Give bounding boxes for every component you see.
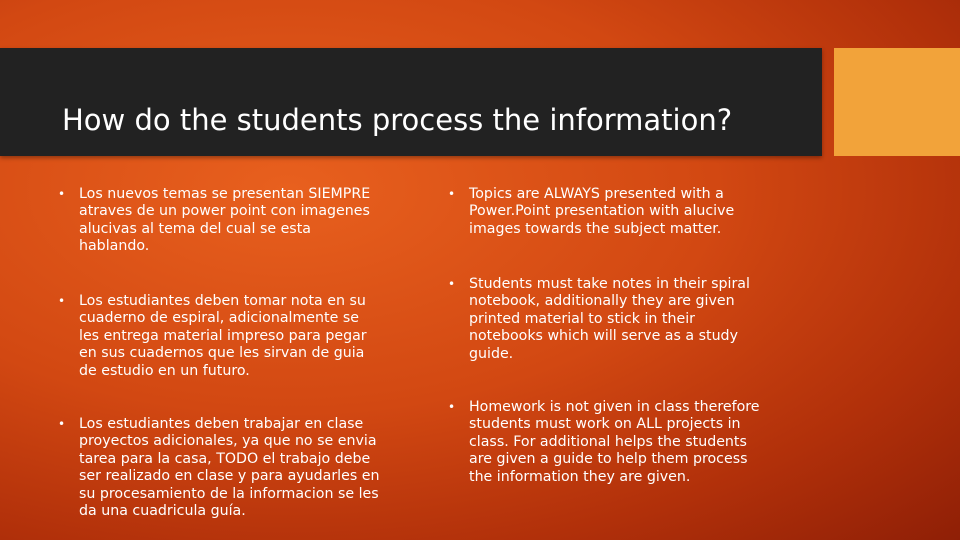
bullet-dot-icon: • <box>448 187 456 201</box>
bullet-text: Topics are ALWAYS presented with a Power.Point presentation with alucive images towards the subject matter. <box>469 186 735 237</box>
bullet-text: Students must take notes in their spiral notebook, additionally they are given printed material to stick in their notebooks which will serve as a study guide. <box>469 276 750 362</box>
bullet-item <box>58 416 379 520</box>
bullet-dot-icon: • <box>448 400 456 414</box>
accent-box <box>834 48 960 156</box>
bullet-item <box>58 293 367 380</box>
bullet-text: Homework is not given in class therefore students must work on ALL projects in class. For additional helps the students are given a guide to help them process the information they are given. <box>469 399 760 485</box>
bullet-item <box>448 186 734 238</box>
bullet-text: Los nuevos temas se presentan SIEMPRE atraves de un power point con imagenes alucivas al tema del cual se esta hablando. <box>79 186 371 255</box>
slide-title: How do the students process the information? <box>62 103 733 137</box>
bullet-text: Los estudiantes deben trabajar en clase proyectos adicionales, ya que no se envia tarea para la casa, TODO el trabajo debe ser realizado en clase y para ayudarles en su procesamiento de la informacion se les da una cuadricula guía. <box>79 416 380 520</box>
bullet-dot-icon: • <box>448 277 456 291</box>
bullet-item <box>448 399 760 486</box>
bullet-text: Los estudiantes deben tomar nota en su cuaderno de espiral, adicionalmente se les entrega material impreso para pegar en sus cuadernos que les sirvan de guia de estudio en un futuro. <box>79 293 367 379</box>
bullet-item <box>58 186 370 256</box>
bullet-dot-icon: • <box>58 417 66 431</box>
bullet-dot-icon: • <box>58 187 66 201</box>
bullet-dot-icon: • <box>58 294 66 308</box>
bullet-item <box>448 276 750 363</box>
